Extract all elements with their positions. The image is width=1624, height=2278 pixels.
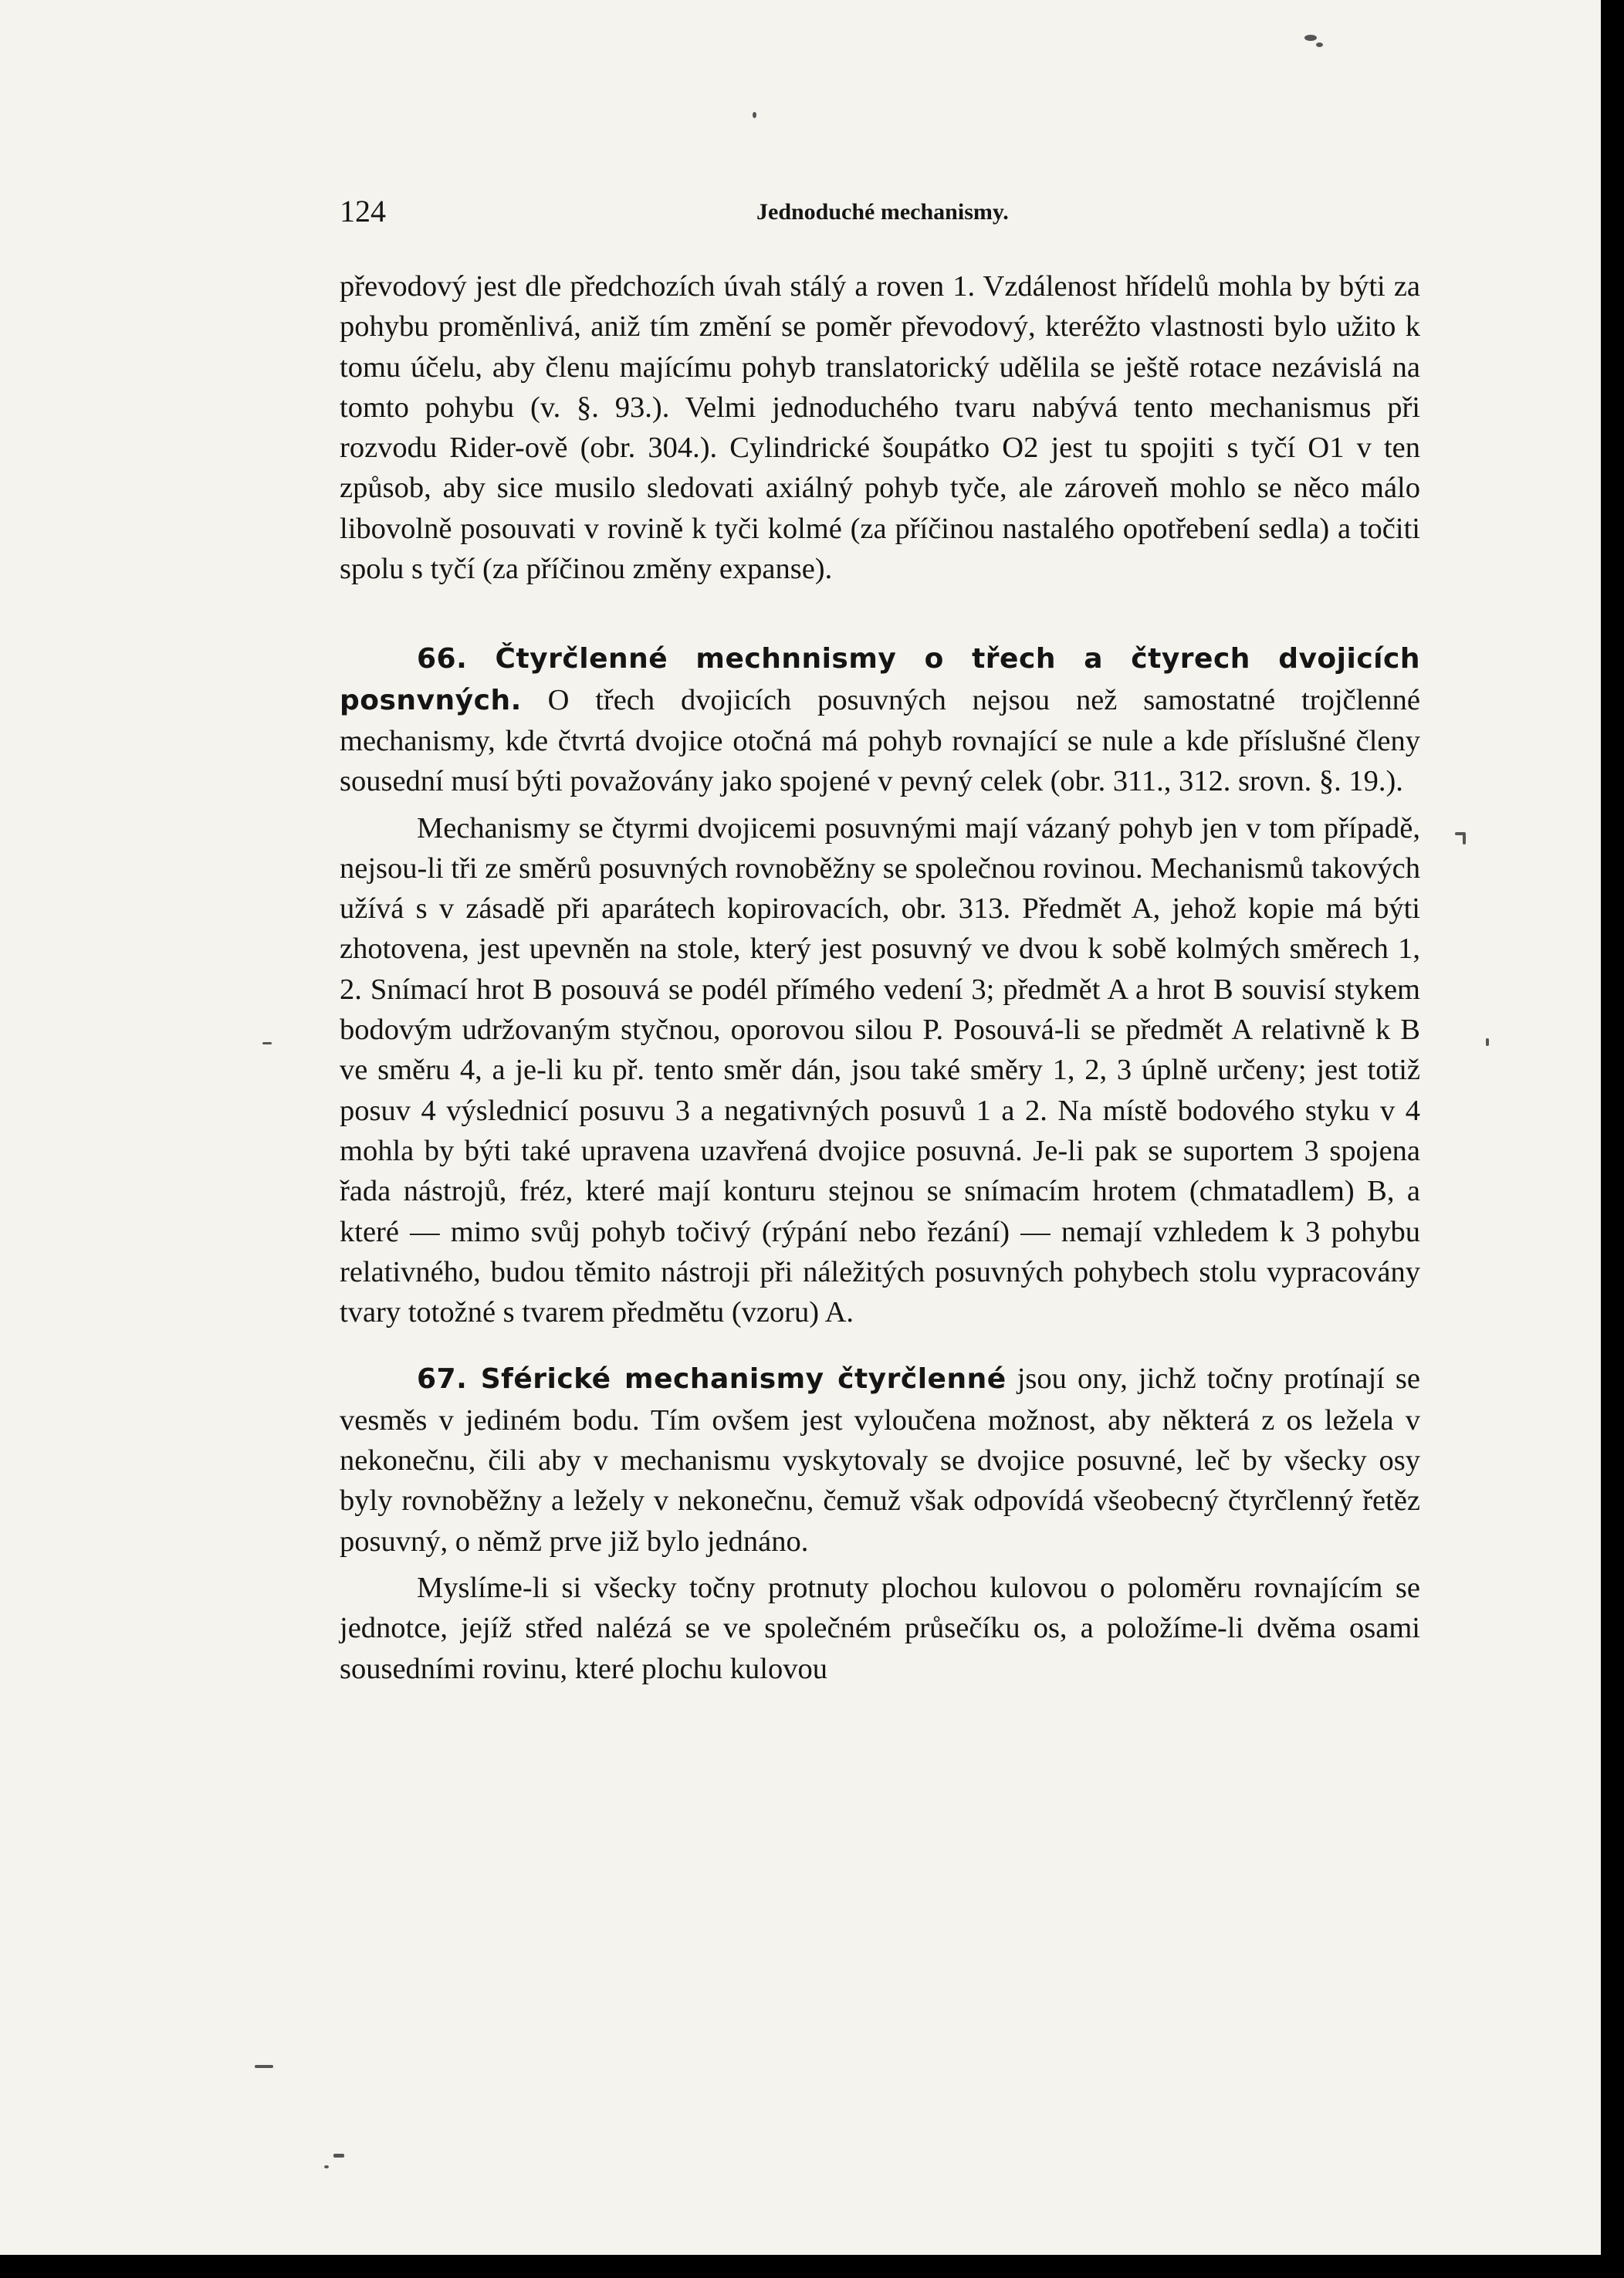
scan-speck xyxy=(1316,42,1323,47)
paragraph-mechanismy: Mechanismy se čtyrmi dvojicemi posuvnými mají vázaný pohyb jen v tom případě, nejsou-li tři ze směrů posuvných rovnoběžny se společnou rovinou. Mechanismů takových užívá s v zásadě při aparátech kopirovacích, obr. 313. Předmět A, jehož kopie má býti zhotovena, jest upevněn na stole, který jest posuvný ve dvou k sobě kolmých směrech 1, 2. Snímací hrot B posouvá se podél přímého vedení 3; předmět A a hrot B souvisí stykem bodovým udržovaným styčnou, oporovou silou P. Posouvá-li se předmět A relativně k B ve směru 4, a je-li ku př. tento směr dán, jsou také směry 1, 2, 3 úplně určeny; jest totiž posuv 4 výslednicí posuvu 3 a negativných posuvů 1 a 2. Na místě bodového styku v 4 mohla by býti také upravena uzavřená dvojice posuvná. Je-li pak se suportem 3 spojena řada nástrojů, fréz, které mají konturu stejnou se snímacím hrotem (chmatadlem) B, a které — mimo svůj pohyb točivý (rýpání nebo řezání) — nemají vzhledem k 3 pohybu relativného, budou těmito nástroji při náležitých posuvných pohybech stolu vypracovány tvary totožné s tvarem předmětu (vzoru) A. xyxy=(340,811,1420,1329)
scan-speck xyxy=(1486,1038,1489,1046)
running-header xyxy=(340,193,1420,239)
scan-speck xyxy=(1455,832,1466,835)
scan-speck xyxy=(262,1042,272,1044)
section-67-paragraph xyxy=(340,1359,1420,1561)
scan-speck xyxy=(1463,834,1466,845)
scan-speck xyxy=(324,2165,329,2168)
body-text xyxy=(340,266,1420,1689)
scan-speck xyxy=(333,2154,344,2158)
section-67-body: jsou ony, jichž točny protínají se vesměs v jediném bodu. Tím ovšem jest vyloučena možnost, aby některá z os ležela v nekonečnu, čili aby v mechanismu vyskytovaly se dvojice posuvné, leč by všecky osy byly rovnoběžny a ležely v nekonečnu, čemuž však odpovídá všeobecný čtyrčlenný řetěz posuvný, o němž prve již bylo jednáno. xyxy=(340,1362,1420,1558)
section-67-heading: 67. Sférické mechanismy čtyrčlenné xyxy=(417,1363,1007,1396)
section-66-body: O třech dvojicích posuvných nejsou než samostatné trojčlenné mechanismy, kde čtvrtá dvojice otočná má pohyb rovnající se nule a kde příslušné členy sousední musí býti považovány jako spojené v pevný celek (obr. 311., 312. srovn. §. 19.). xyxy=(340,683,1420,798)
header-title: Jednoduché mechanismy. xyxy=(756,199,1009,225)
paragraph-continuation: převodový jest dle předchozích úvah stálý a roven 1. Vzdálenost hřídelů mohla by býti za pohybu proměnlivá, aniž tím změní se poměr převodový, kteréžto vlastnosti bylo užito k tomu účelu, aby členu majícímu pohyb translatorický udělila se ještě rotace nezávislá na tomto pohybu (v. §. 93.). Velmi jednoduchého tvaru nabývá tento mechanismus při rozvodu Rider-ově (obr. 304.). Cylindrické šoupátko O2 jest tu spojiti s tyčí O1 v ten způsob, aby sice musilo sledovati axiálný pohyb tyče, ale zároveň mohlo se něco málo libovolně posouvati v rovině k tyči kolmé (za příčinou nastalého opotřebení sedla) a točiti spolu s tyčí (za příčinou změny expanse). xyxy=(340,270,1420,586)
paragraph-myslime: Myslíme-li si všecky točny protnuty plochou kulovou o poloměru rovnajícím se jednotce, jejíž střed nalézá se ve společném průsečíku os, a položíme-li dvěma osami sousedními rovinu, které plochu kulovou xyxy=(340,1571,1420,1685)
scan-speck xyxy=(1304,35,1317,41)
section-66-paragraph xyxy=(340,638,1420,801)
scan-speck xyxy=(255,2065,273,2068)
page-number: 124 xyxy=(340,194,386,228)
section-66-heading: 66. Čtyrčlenné mechnnismy o třech a čtyrech dvojicích posnvných. xyxy=(340,643,1420,716)
scan-speck xyxy=(753,112,756,118)
